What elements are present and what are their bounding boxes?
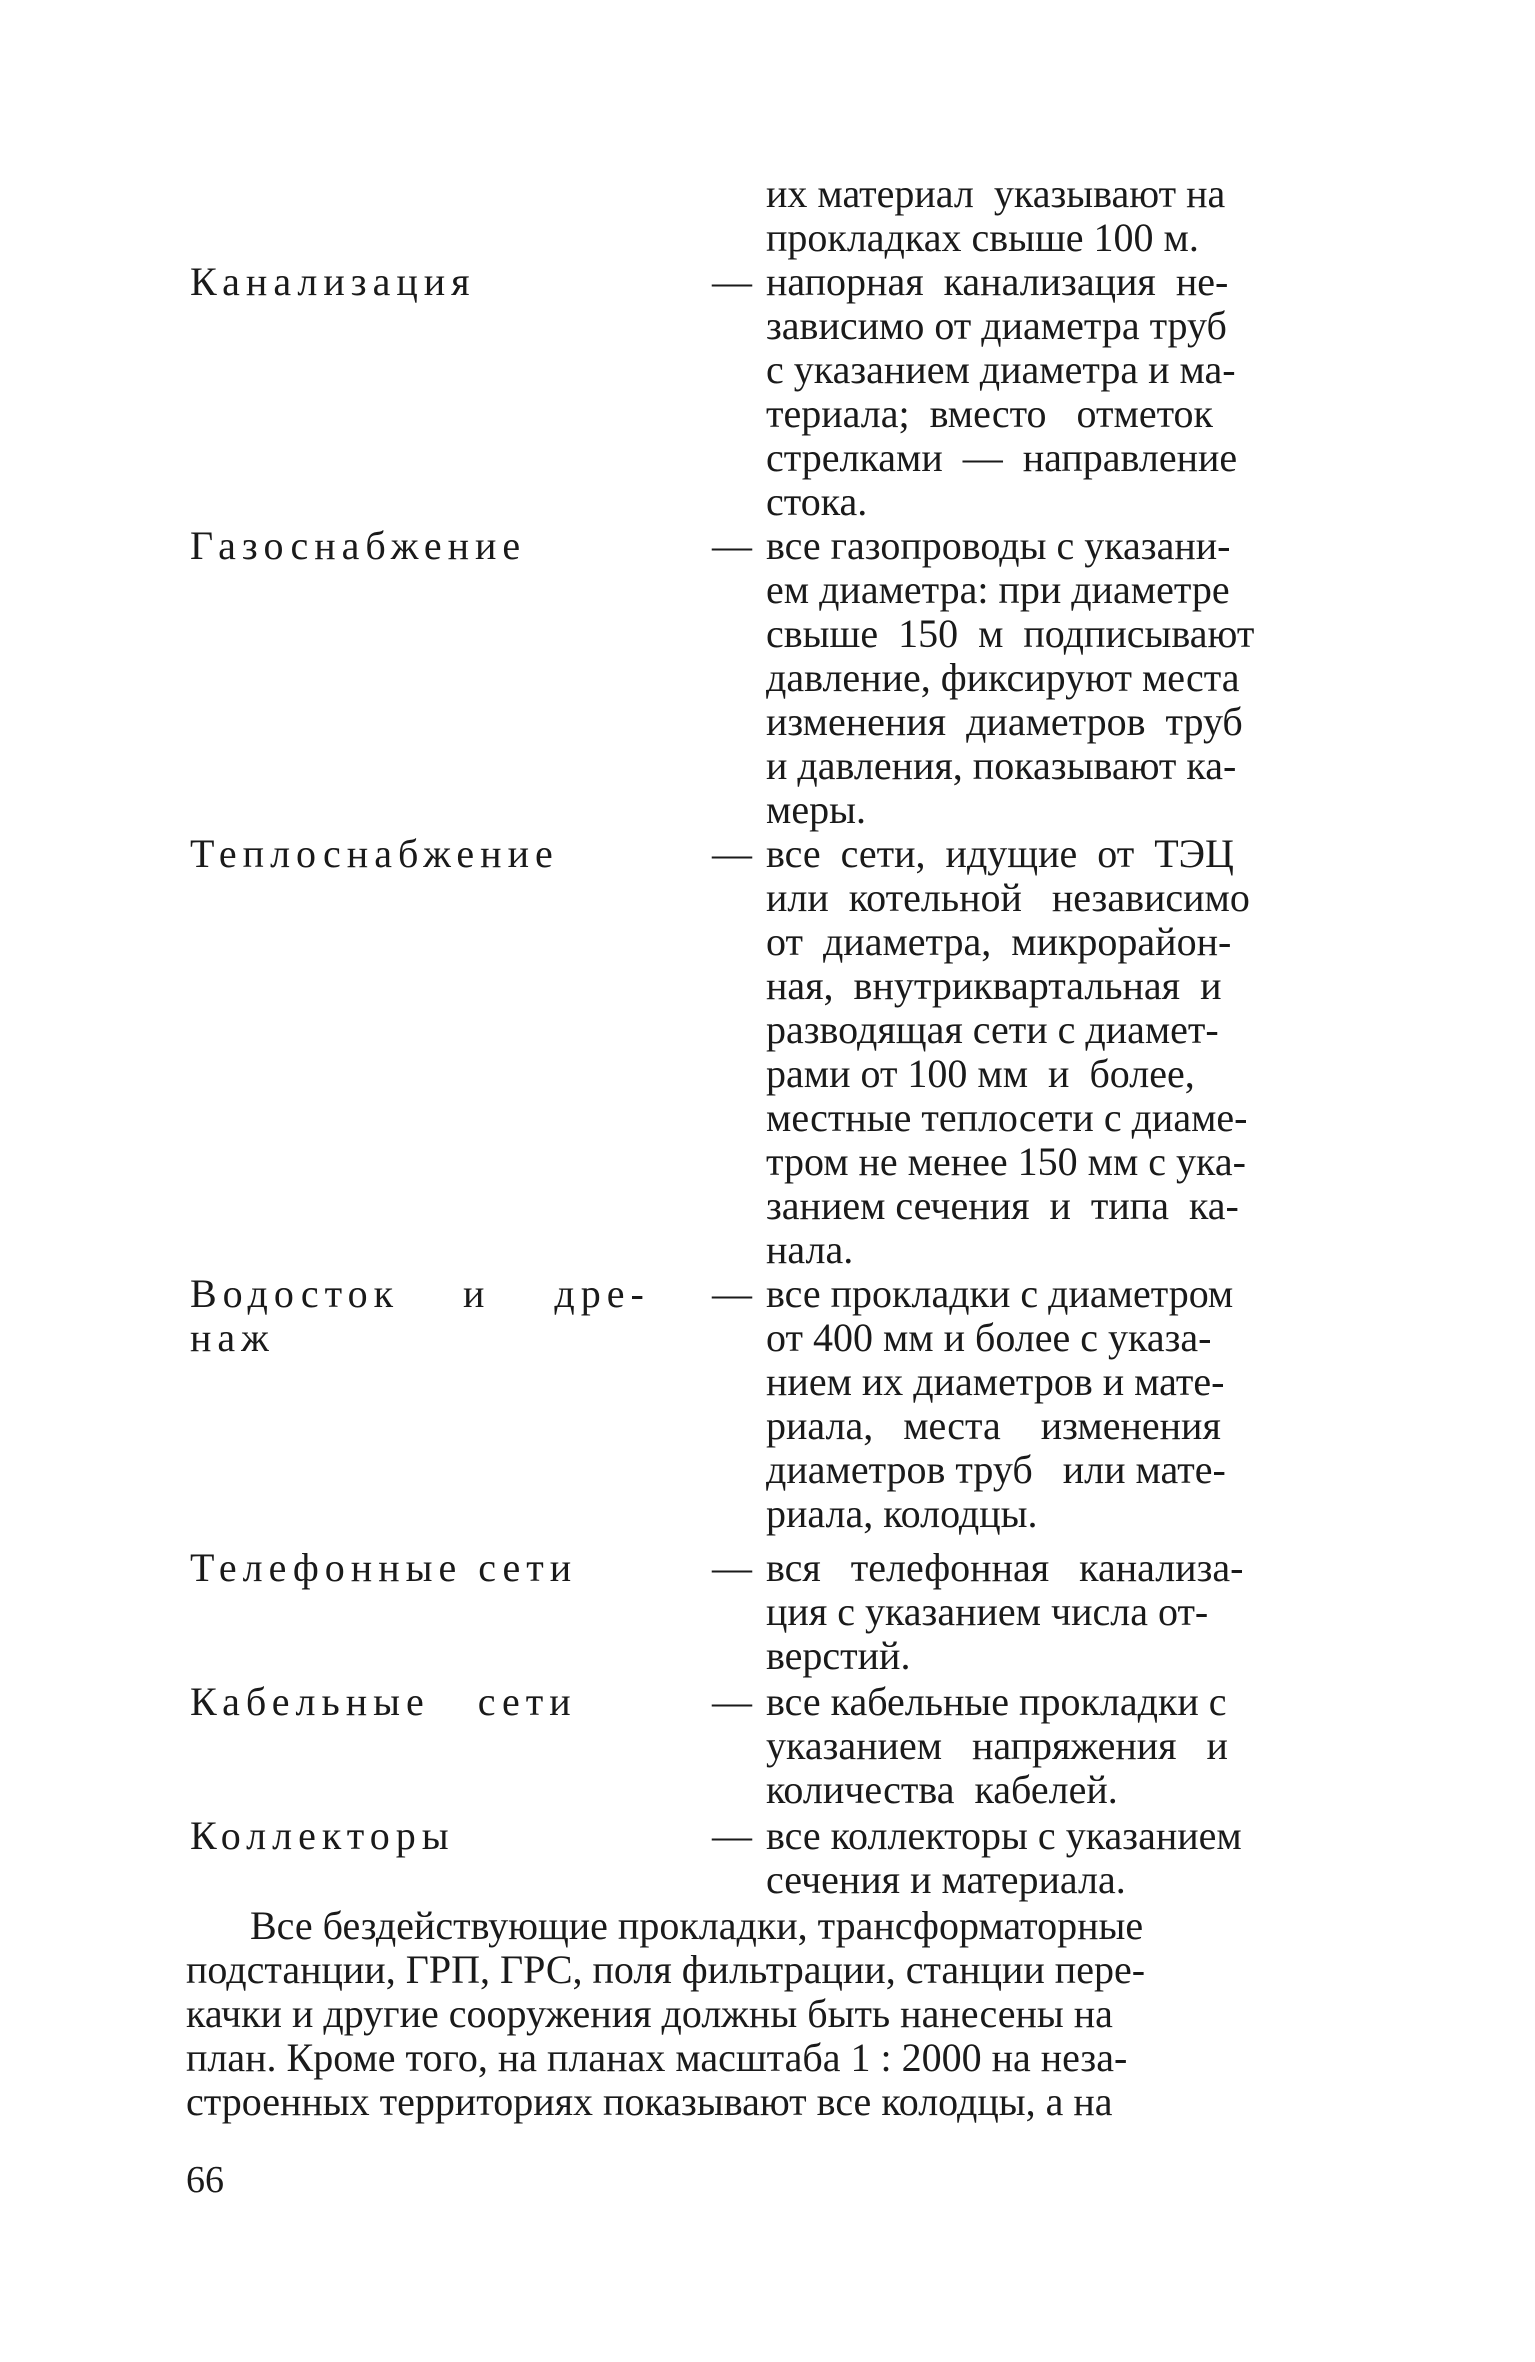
desc-line: занием сечения и типа ка- [766, 1183, 1239, 1228]
dash: — [712, 1271, 752, 1316]
paragraph-line: строенных территориях показывают все колодцы, а на [186, 2079, 1113, 2124]
term-vodostok-cont: наж [190, 1315, 275, 1360]
term-vodostok: Водосток и дре- [190, 1271, 650, 1316]
desc-line: разводящая сети с диамет- [766, 1007, 1219, 1052]
desc-line: нием их диаметров и мате- [766, 1359, 1225, 1404]
dash: — [712, 259, 752, 304]
desc-line: вся телефонная канализа- [766, 1545, 1244, 1590]
desc-line: стока. [766, 479, 868, 524]
term-teplosnabzhenie: Теплоснабжение [190, 831, 559, 876]
desc-line: или котельной независимо [766, 875, 1250, 920]
desc-line: рами от 100 мм и более, [766, 1051, 1195, 1096]
intro-line: прокладках свыше 100 м. [766, 215, 1199, 260]
desc-line: указанием напряжения и [766, 1723, 1228, 1768]
term-kanalizatsiya: Канализация [190, 259, 476, 304]
desc-line: количества кабелей. [766, 1767, 1118, 1812]
dash: — [712, 1813, 752, 1858]
desc-line: и давления, показывают ка- [766, 743, 1237, 788]
desc-line: ция с указанием числа от- [766, 1589, 1209, 1634]
desc-line: ная, внутриквартальная и [766, 963, 1222, 1008]
paragraph-line: качки и другие сооружения должны быть нанесены на [186, 1991, 1113, 2036]
desc-line: все газопроводы с указани- [766, 523, 1231, 568]
desc-line: свыше 150 м подписывают [766, 611, 1255, 656]
paragraph-line: подстанции, ГРП, ГРС, поля фильтрации, станции пере- [186, 1947, 1146, 1992]
page-number: 66 [186, 2159, 224, 2201]
desc-line: риала, колодцы. [766, 1491, 1038, 1536]
desc-line: зависимо от диаметра труб [766, 303, 1227, 348]
desc-line: все кабельные прокладки с [766, 1679, 1227, 1724]
desc-line: верстий. [766, 1633, 911, 1678]
desc-line: местные теплосети с диаме- [766, 1095, 1248, 1140]
desc-line: изменения диаметров труб [766, 699, 1243, 744]
dash: — [712, 831, 752, 876]
desc-line: нала. [766, 1227, 854, 1272]
dash: — [712, 1545, 752, 1590]
desc-line: тром не менее 150 мм с ука- [766, 1139, 1246, 1184]
desc-line: ем диаметра: при диаметре [766, 567, 1230, 612]
desc-line: диаметров труб или мате- [766, 1447, 1226, 1492]
intro-line: их материал указывают на [766, 171, 1226, 216]
dash: — [712, 1679, 752, 1724]
desc-line: напорная канализация не- [766, 259, 1229, 304]
dash: — [712, 523, 752, 568]
paragraph-line: план. Кроме того, на планах масштаба 1 : 2000 на неза- [186, 2035, 1128, 2080]
term-kollektory: Коллекторы [190, 1813, 455, 1858]
term-telefonnye-seti: Телефонные сети [190, 1545, 578, 1590]
desc-line: стрелками — направление [766, 435, 1238, 480]
desc-line: все коллекторы с указанием [766, 1813, 1242, 1858]
desc-line: меры. [766, 787, 866, 832]
term-gazosnabzhenie: Газоснабжение [190, 523, 527, 568]
desc-line: от диаметра, микрорайон- [766, 919, 1232, 964]
desc-line: все прокладки с диаметром [766, 1271, 1234, 1316]
paragraph-line: Все бездействующие прокладки, трансформаторные [250, 1903, 1144, 1948]
desc-line: все сети, идущие от ТЭЦ [766, 831, 1234, 876]
desc-line: териала; вместо отметок [766, 391, 1213, 436]
desc-line: от 400 мм и более с указа- [766, 1315, 1212, 1360]
desc-line: сечения и материала. [766, 1857, 1126, 1902]
desc-line: давление, фиксируют места [766, 655, 1240, 700]
term-kabelnye-seti: Кабельные сети [190, 1679, 577, 1724]
desc-line: с указанием диаметра и ма- [766, 347, 1236, 392]
desc-line: риала, места изменения [766, 1403, 1221, 1448]
